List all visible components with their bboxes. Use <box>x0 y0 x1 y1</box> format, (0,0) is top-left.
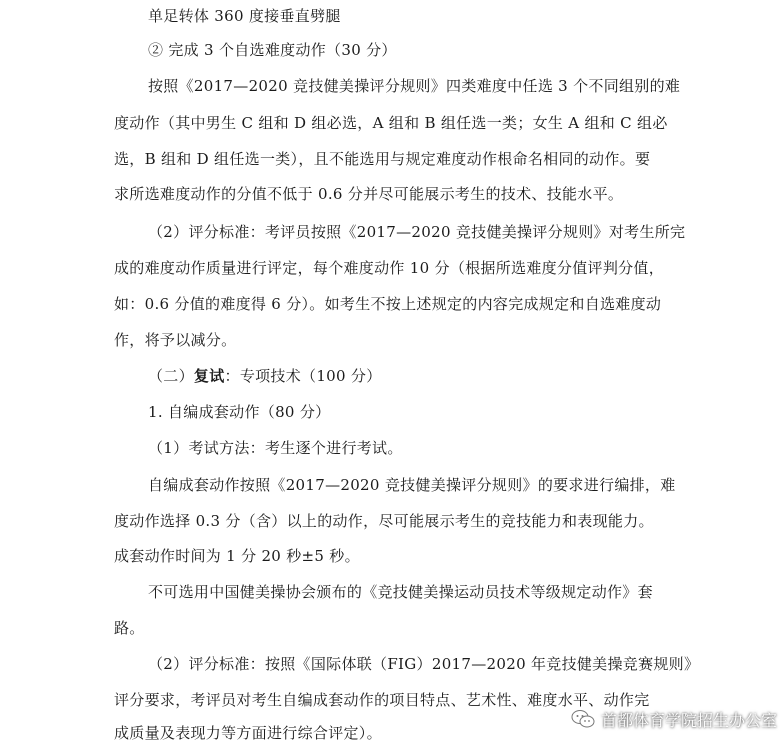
section-suffix: ：专项技术（100 分） <box>224 367 382 385</box>
text-line: 度动作（其中男生 C 组和 D 组必选，A 组和 B 组任选一类；女生 A 组和 C 组必 <box>114 114 668 132</box>
watermark <box>571 706 777 732</box>
text-line: 如：0.6 分值的难度得 6 分）。如考生不按上述规定的内容完成规定和自选难度动 <box>114 295 662 313</box>
text-line: 求所选难度动作的分值不低于 0.6 分并尽可能展示考生的技术、技能水平。 <box>114 185 624 203</box>
text-line: （1）考试方法：考生逐个进行考试。 <box>148 439 403 457</box>
text-line: 路。 <box>114 619 145 637</box>
text-line: （2）评分标准：按照《国际体联（FIG）2017—2020 年竞技健美操竞赛规则》 <box>148 655 700 673</box>
wechat-icon <box>571 709 595 729</box>
text-line: 作，将予以减分。 <box>114 331 237 349</box>
section-prefix: （二） <box>148 367 194 385</box>
text-line: 成的难度动作质量进行评定，每个难度动作 10 分（根据所选难度分值评判分值， <box>114 259 665 277</box>
text-line: （2）评分标准：考评员按照《2017—2020 竞技健美操评分规则》对考生所完 <box>148 223 686 241</box>
text-line: 度动作选择 0.3 分（含）以上的动作，尽可能展示考生的竞技能力和表现能力。 <box>114 512 654 530</box>
text-line: 成质量及表现力等方面进行综合评定）。 <box>114 724 382 742</box>
text-line: 自编成套动作按照《2017—2020 竞技健美操评分规则》的要求进行编排，难 <box>148 476 676 494</box>
text-line: 1. 自编成套动作（80 分） <box>148 403 331 421</box>
section-keyword: 复试 <box>193 367 225 385</box>
text-line: 评分要求，考评员对考生自编成套动作的项目特点、艺术性、难度水平、动作完 <box>114 691 650 709</box>
text-line: 不可选用中国健美操协会颁布的《竞技健美操运动员技术等级规定动作》套 <box>148 583 653 601</box>
text-line: ② 完成 3 个自选难度动作（30 分） <box>148 41 397 59</box>
text-line: 成套动作时间为 1 分 20 秒±5 秒。 <box>114 547 360 565</box>
watermark-text: 首都体育学院招生办公室 <box>600 710 777 730</box>
section-heading-retest <box>148 366 382 386</box>
text-line: 按照《2017—2020 竞技健美操评分规则》四类难度中任选 3 个不同组别的难 <box>148 77 681 95</box>
text-line: 单足转体 360 度接垂直劈腿 <box>148 7 341 25</box>
text-line: 选，B 组和 D 组任选一类），且不能选用与规定难度动作根命名相同的动作。要 <box>114 150 651 168</box>
